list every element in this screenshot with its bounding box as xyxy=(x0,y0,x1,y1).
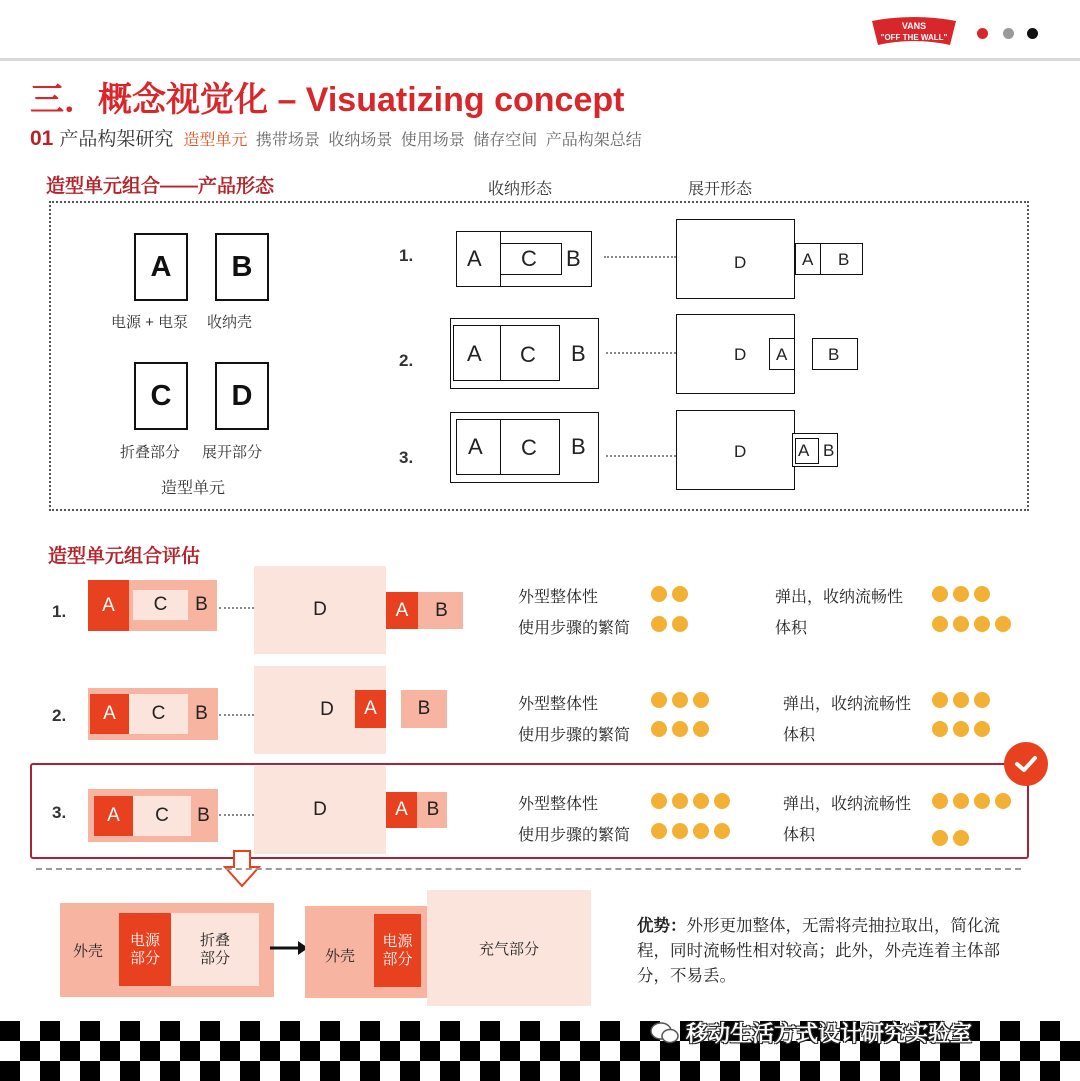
rating-dot xyxy=(714,823,730,839)
rating-dot xyxy=(693,823,709,839)
units-caption: 造型单元 xyxy=(161,480,226,497)
rating-dot xyxy=(672,616,688,632)
criterion-label: 弹出，收纳流畅性 xyxy=(775,589,904,606)
section-name: 产品构架研究 xyxy=(59,129,174,150)
stowed-form-3-divider xyxy=(500,419,501,475)
advantage-text xyxy=(637,914,1002,989)
rating-dot xyxy=(932,830,948,846)
eval-stowed-1-b: B xyxy=(195,594,208,615)
right-arrow-icon xyxy=(268,938,310,958)
section1-title: 造型单元组合——产品形态 xyxy=(46,176,275,197)
advantage-label: 优势： xyxy=(637,917,687,935)
letter-a: A xyxy=(776,345,788,364)
inflatable-part: 充气部分 xyxy=(427,890,591,1006)
eval-stowed-2-a: A xyxy=(90,694,129,734)
form-row-number: 3. xyxy=(399,448,414,467)
rating-dot xyxy=(932,616,948,632)
eval-expanded-3-b: B xyxy=(426,799,440,820)
column-stowed-heading: 收纳形态 xyxy=(488,181,553,198)
section-number: 01 xyxy=(30,127,54,150)
rating-dot xyxy=(651,692,667,708)
letter-a: A xyxy=(467,246,482,271)
criterion-label: 弹出，收纳流畅性 xyxy=(783,696,912,713)
connector-dots xyxy=(604,256,676,258)
rating-dot xyxy=(995,616,1011,632)
rating-dot xyxy=(693,692,709,708)
letter-b: B xyxy=(571,341,586,366)
rating-dot xyxy=(995,793,1011,809)
stowed-form-1-divider xyxy=(500,231,501,287)
unit-a-box: A xyxy=(134,233,188,301)
rating-dot xyxy=(693,793,709,809)
rating-dots xyxy=(932,830,969,846)
svg-text:"OFF THE WALL": "OFF THE WALL" xyxy=(880,33,948,42)
shell-label: 外壳 xyxy=(324,947,355,965)
rating-dot xyxy=(953,721,969,737)
shell-label: 外壳 xyxy=(72,942,103,960)
letter-b: B xyxy=(828,345,840,364)
connector-dots xyxy=(219,714,254,716)
eval-stowed-2-b: B xyxy=(195,703,208,724)
criterion-label: 体积 xyxy=(775,620,808,637)
unit-b-box: B xyxy=(215,233,269,301)
letter-d: D xyxy=(734,442,747,461)
unit-b-label: 收纳壳 xyxy=(207,314,253,331)
eval-expanded-2-a: A xyxy=(355,690,386,728)
eval-stowed-3-a: A xyxy=(94,796,133,836)
connector-dots xyxy=(219,607,254,609)
nav-item-storage-space[interactable]: 储存空间 xyxy=(473,132,538,149)
page-dot-2 xyxy=(1003,28,1014,39)
rating-dot xyxy=(953,692,969,708)
power-unit: 电源 部分 xyxy=(374,914,421,987)
rating-dot xyxy=(672,823,688,839)
unit-c-box: C xyxy=(134,362,188,430)
rating-dots xyxy=(932,692,990,708)
eval-row-number: 3. xyxy=(52,803,67,822)
rating-dot xyxy=(953,616,969,632)
rating-dots xyxy=(651,616,688,632)
eval-stowed-3-b: B xyxy=(197,805,210,826)
watermark-text: 移动生活方式设计研究实验室 xyxy=(686,1021,973,1046)
eval-expanded-1-d: D xyxy=(254,566,386,654)
rating-dot xyxy=(651,793,667,809)
eval-stowed-3-c: C xyxy=(133,796,191,836)
nav-item-use-scene[interactable]: 使用场景 xyxy=(400,132,465,149)
criterion-label: 使用步骤的繁简 xyxy=(518,827,631,844)
eval-stowed-2-c: C xyxy=(129,694,188,734)
form-row-number: 2. xyxy=(399,351,414,370)
nav-item-summary[interactable]: 产品构架总结 xyxy=(545,132,642,149)
rating-dots xyxy=(651,721,709,737)
unit-c-label: 折叠部分 xyxy=(120,444,181,461)
criterion-label: 外型整体性 xyxy=(518,589,599,606)
header-divider xyxy=(0,58,1080,61)
eval-row-number: 1. xyxy=(52,602,67,621)
letter-a: A xyxy=(468,434,483,459)
letter-c: C xyxy=(521,246,537,271)
eval-stowed-1-c: C xyxy=(133,590,188,620)
chat-bubble-icon xyxy=(650,1021,680,1045)
rating-dot xyxy=(651,823,667,839)
column-expanded-heading: 展开形态 xyxy=(688,181,753,198)
fold-part: 折叠 部分 xyxy=(171,913,259,986)
rating-dot xyxy=(932,692,948,708)
unit-d-box: D xyxy=(215,362,269,430)
connector-dots xyxy=(219,814,254,816)
rating-dot xyxy=(974,721,990,737)
rating-dots xyxy=(932,721,990,737)
criterion-label: 使用步骤的繁简 xyxy=(518,727,631,744)
check-icon xyxy=(1004,742,1048,786)
rating-dot xyxy=(974,586,990,602)
rating-dot xyxy=(651,586,667,602)
vans-logo xyxy=(870,15,958,49)
breadcrumb xyxy=(30,124,646,151)
eval-row-number: 2. xyxy=(52,706,67,725)
rating-dot xyxy=(932,793,948,809)
unit-a-label: 电源 + 电泵 xyxy=(111,314,189,331)
letter-a: A xyxy=(802,250,814,269)
rating-dot xyxy=(932,721,948,737)
eval-expanded-3-a: A xyxy=(386,792,417,828)
rating-dots xyxy=(651,586,688,602)
rating-dot xyxy=(974,616,990,632)
rating-dots xyxy=(651,793,730,809)
advantage-body: 外形更加整体，无需将壳抽拉取出，简化流程，同时流畅性相对较高；此外，外壳连着主体部分，不易丢。 xyxy=(637,917,1000,985)
criterion-label: 外型整体性 xyxy=(518,796,599,813)
rating-dot xyxy=(651,721,667,737)
eval-expanded-2-b: B xyxy=(401,690,447,728)
connector-dots xyxy=(606,455,676,457)
nav-item-carry-scene[interactable]: 携带场景 xyxy=(255,132,320,149)
rating-dot xyxy=(974,692,990,708)
unit-d-label: 展开部分 xyxy=(202,444,263,461)
nav-item-storage-scene[interactable]: 收纳场景 xyxy=(328,132,393,149)
letter-b: B xyxy=(838,250,850,269)
rating-dot xyxy=(672,586,688,602)
page-dot-3 xyxy=(1027,28,1038,39)
eval-expanded-1-b: B xyxy=(435,599,448,621)
rating-dot xyxy=(953,586,969,602)
section2-title: 造型单元组合评估 xyxy=(48,546,201,567)
eval-expanded-2-d-label: D xyxy=(320,699,334,720)
page-dot-1 xyxy=(977,28,988,39)
eval-expanded-1-a: A xyxy=(386,592,418,629)
power-unit: 电源 部分 xyxy=(119,913,171,986)
rating-dots xyxy=(651,692,709,708)
letter-d: D xyxy=(734,253,747,272)
nav-item-shape-unit[interactable]: 造型单元 xyxy=(183,132,248,149)
stowed-form-2-divider xyxy=(500,325,501,381)
letter-a: A xyxy=(798,441,810,460)
rating-dots xyxy=(932,793,1011,809)
eval-stowed-1-a: A xyxy=(88,580,129,631)
rating-dots xyxy=(932,586,990,602)
rating-dot xyxy=(974,793,990,809)
rating-dots xyxy=(651,823,730,839)
rating-dot xyxy=(672,692,688,708)
eval-expanded-3-d: D xyxy=(254,766,386,854)
letter-c: C xyxy=(520,342,536,367)
form-row-number: 1. xyxy=(399,246,414,265)
rating-dots xyxy=(932,616,1011,632)
dashed-divider xyxy=(36,868,1021,870)
letter-d: D xyxy=(734,345,747,364)
rating-dot xyxy=(651,616,667,632)
rating-dot xyxy=(714,793,730,809)
rating-dot xyxy=(672,793,688,809)
watermark xyxy=(650,1017,972,1048)
letter-b: B xyxy=(823,441,835,460)
letter-c: C xyxy=(521,435,537,460)
criterion-label: 使用步骤的繁简 xyxy=(518,620,631,637)
page-title: 三．概念视觉化 – Visuatizing concept xyxy=(30,81,625,119)
rating-dot xyxy=(953,830,969,846)
connector-dots xyxy=(606,352,676,354)
rating-dot xyxy=(953,793,969,809)
letter-a: A xyxy=(467,341,482,366)
criterion-label: 体积 xyxy=(783,827,816,844)
criterion-label: 外型整体性 xyxy=(518,696,599,713)
expanded-form-1-divider xyxy=(820,243,821,275)
svg-text:VANS: VANS xyxy=(901,21,927,31)
rating-dot xyxy=(672,721,688,737)
letter-b: B xyxy=(566,246,581,271)
rating-dot xyxy=(932,586,948,602)
criterion-label: 弹出，收纳流畅性 xyxy=(783,796,912,813)
letter-b: B xyxy=(571,434,586,459)
criterion-label: 体积 xyxy=(783,727,816,744)
rating-dot xyxy=(693,721,709,737)
